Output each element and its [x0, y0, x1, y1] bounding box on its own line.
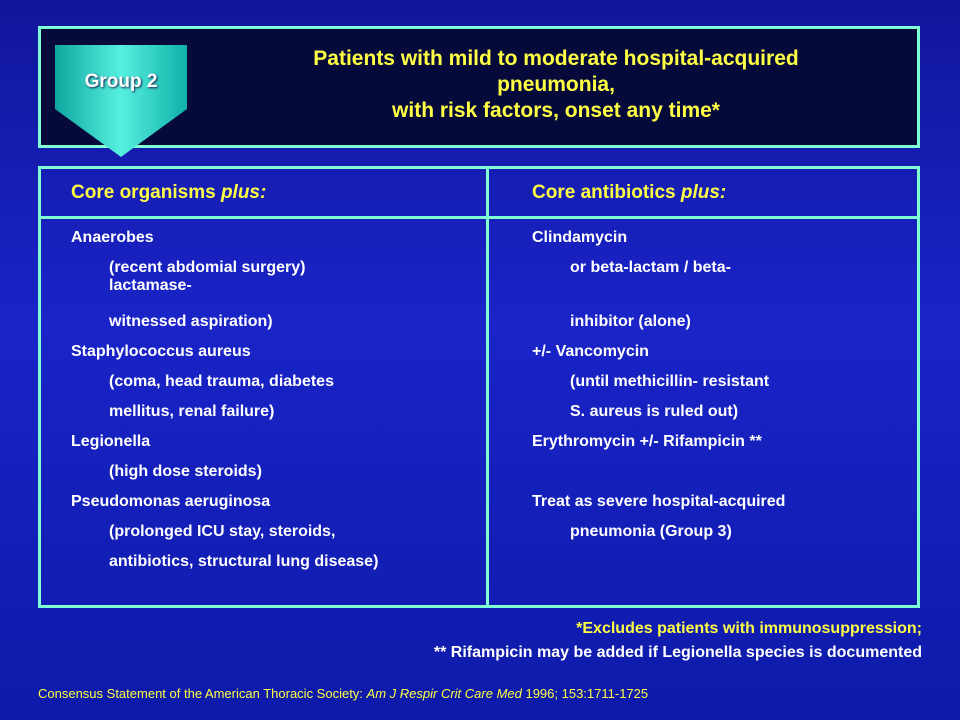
organism-line: (recent abdomial surgery)	[109, 259, 306, 276]
citation-prefix: Consensus Statement of the American Thoracic Society:	[38, 686, 367, 701]
left-column-header	[71, 182, 266, 204]
antibiotic-line: pneumonia (Group 3)	[570, 523, 732, 540]
footnotes	[434, 617, 922, 665]
organism-line: (prolonged ICU stay, steroids,	[109, 523, 336, 540]
right-column-header	[532, 182, 726, 204]
header-divider	[41, 216, 917, 219]
antibiotic-line: inhibitor (alone)	[570, 313, 691, 330]
organism-line: antibiotics, structural lung disease)	[109, 553, 379, 570]
antibiotic-line: (until methicillin- resistant	[570, 373, 770, 390]
antibiotics-column	[532, 223, 912, 547]
right-header-italic: plus:	[680, 182, 727, 203]
spacer	[532, 457, 912, 487]
antibiotic-line: Erythromycin +/- Rifampicin **	[532, 433, 762, 450]
antibiotic-line: +/- Vancomycin	[532, 343, 649, 360]
citation-journal: Am J Respir Crit Care Med	[366, 686, 522, 701]
organism-line: (coma, head trauma, diabetes	[109, 373, 334, 390]
column-divider	[486, 169, 489, 605]
organism-line: lactamase-	[109, 277, 192, 294]
slide-title	[192, 46, 920, 124]
title-line-3: with risk factors, onset any time*	[392, 99, 720, 122]
footnote-immunosuppression: *Excludes patients with immunosuppression;	[576, 620, 922, 637]
antibiotic-line: Clindamycin	[532, 229, 628, 246]
group-badge	[55, 45, 187, 157]
citation-suffix: 1996; 153:1711-1725	[521, 686, 649, 701]
left-header-text: Core organisms	[71, 182, 221, 203]
group-label: Group 2	[84, 71, 158, 92]
organisms-antibiotics-table	[38, 166, 920, 608]
organism-line: Anaerobes	[71, 229, 154, 246]
organism-line: mellitus, renal failure)	[109, 403, 275, 420]
badge-pentagon-shape	[55, 45, 187, 157]
citation	[38, 686, 648, 701]
antibiotic-line: or beta-lactam / beta-	[570, 259, 731, 276]
organism-line: Pseudomonas aeruginosa	[71, 493, 271, 510]
organism-line: (high dose steroids)	[109, 463, 262, 480]
organism-line: Staphylococcus aureus	[71, 343, 251, 360]
antibiotic-line: Treat as severe hospital-acquired	[532, 493, 786, 510]
antibiotic-line: S. aureus is ruled out)	[570, 403, 739, 420]
left-header-italic: plus:	[220, 182, 267, 203]
right-header-text: Core antibiotics	[532, 182, 681, 203]
title-line-1: Patients with mild to moderate hospital-acquired	[313, 47, 799, 70]
organisms-column	[71, 223, 476, 577]
organism-line: witnessed aspiration)	[109, 313, 273, 330]
title-line-2: pneumonia,	[497, 73, 615, 96]
footnote-rifampicin: ** Rifampicin may be added if Legionella species is documented	[433, 644, 922, 661]
organism-line: Legionella	[71, 433, 151, 450]
